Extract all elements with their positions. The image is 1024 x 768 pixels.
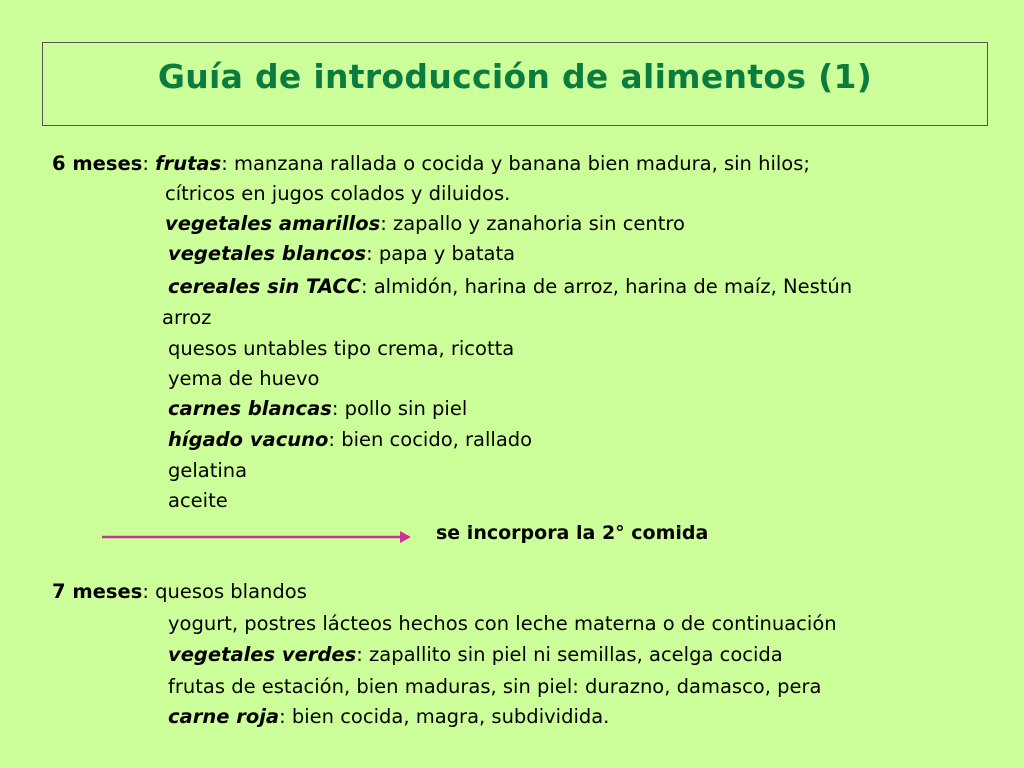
- m7-line-3: [168, 643, 783, 667]
- m6-amarillos-text: : zapallo y zanahoria sin centro: [380, 212, 685, 235]
- m7-line-2: [168, 612, 837, 636]
- m6-label: 6 meses: [52, 152, 143, 175]
- m6-carnes-text: : pollo sin piel: [331, 397, 468, 420]
- m6-aceite-text: aceite: [168, 489, 228, 512]
- m7-line-5: [168, 705, 609, 729]
- m6-higado-term: hígado vacuno: [168, 428, 329, 451]
- m6-cereales-term: cereales sin TACC: [168, 275, 361, 298]
- m7-line-4: [168, 675, 821, 699]
- m6-line-7: [168, 337, 514, 361]
- m7-verdes-term: vegetales verdes: [168, 643, 357, 666]
- m6-amarillos-term: vegetales amarillos: [165, 212, 381, 235]
- m7-carne-roja-text: : bien cocida, magra, subdividida.: [279, 705, 610, 728]
- m6-line-11: [168, 459, 247, 483]
- m6-frutas-term: frutas: [155, 152, 222, 175]
- second-meal-note: se incorpora la 2° comida: [436, 522, 709, 544]
- m7-yogurt-text: yogurt, postres lácteos hechos con leche materna o de continuación: [168, 612, 837, 635]
- m6-frutas-text: : manzana rallada o cocida y banana bien madura, sin hilos;: [221, 152, 810, 175]
- m6-arroz-text: arroz: [162, 306, 212, 329]
- m6-line-3: [165, 212, 685, 236]
- m6-line-6: [162, 306, 211, 330]
- m7-quesos-text: quesos blandos: [155, 580, 307, 603]
- m6-blancos-text: : papa y batata: [366, 242, 516, 265]
- m7-label: 7 meses: [52, 580, 143, 603]
- m7-carne-roja-term: carne roja: [168, 705, 280, 728]
- m7-verdes-text: : zapallito sin piel ni semillas, acelga cocida: [356, 643, 783, 666]
- m7-frutas-text: frutas de estación, bien maduras, sin piel: durazno, damasco, pera: [168, 675, 822, 698]
- m6-line-8: [168, 367, 319, 391]
- arrow-icon: [100, 528, 412, 546]
- m6-citricos-text: cítricos en jugos colados y diluidos.: [165, 182, 511, 205]
- arrow-head: [400, 531, 411, 543]
- m6-carnes-term: carnes blancas: [168, 397, 332, 420]
- title-box: [42, 42, 988, 126]
- m6-line-9: [168, 397, 467, 421]
- m6-line-1: 6 meses: frutas: manzana rallada o cocida y banana bien madura, sin hilos;: [52, 152, 810, 175]
- m6-line-2: [165, 182, 510, 206]
- m6-line-5: [168, 275, 852, 299]
- m6-yema-text: yema de huevo: [168, 367, 320, 390]
- m6-gelatina-text: gelatina: [168, 459, 248, 482]
- m6-quesos-text: quesos untables tipo crema, ricotta: [168, 337, 515, 360]
- note-line: [436, 521, 708, 545]
- slide-title: Guía de introducción de alimentos (1): [157, 57, 873, 96]
- m6-line-10: [168, 428, 532, 452]
- m7-line-1: 7 meses: quesos blandos: [52, 580, 307, 603]
- m6-cereales-text: : almidón, harina de arroz, harina de maíz, Nestún: [360, 275, 853, 298]
- m6-blancos-term: vegetales blancos: [168, 242, 367, 265]
- m6-line-12: [168, 489, 228, 513]
- m6-higado-text: : bien cocido, rallado: [328, 428, 533, 451]
- m6-line-4: [168, 242, 515, 266]
